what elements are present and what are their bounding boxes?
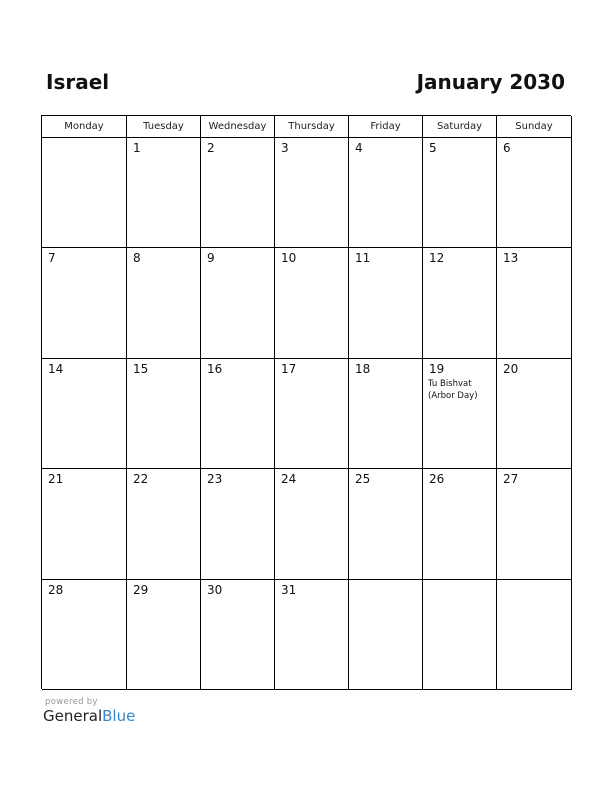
day-cell <box>349 138 423 248</box>
day-number: 7 <box>48 251 56 266</box>
day-number: 30 <box>207 582 223 597</box>
day-cell <box>349 248 423 358</box>
day-number: 11 <box>355 251 371 266</box>
weekday-header-sunday: Sunday <box>497 116 572 138</box>
day-cell <box>349 469 423 579</box>
day-cell <box>201 359 275 469</box>
generalblue-logo <box>43 707 135 725</box>
country-title: Israel <box>46 70 110 94</box>
powered-by-label: powered by <box>45 697 98 707</box>
day-number: 16 <box>207 361 223 376</box>
day-number: 17 <box>281 361 297 376</box>
day-number: 3 <box>281 141 289 155</box>
day-number: 12 <box>429 251 445 266</box>
day-number: 28 <box>48 582 64 597</box>
brand-blue-text: Blue <box>102 707 136 725</box>
month-year-title: January 2030 <box>416 70 565 94</box>
day-number: 23 <box>207 472 223 487</box>
weekday-header-friday: Friday <box>349 116 423 138</box>
day-number: 19 <box>429 361 445 376</box>
day-cell <box>423 138 497 248</box>
day-cell <box>42 138 127 248</box>
day-number: 25 <box>355 472 371 487</box>
day-cell <box>42 359 127 469</box>
day-number: 20 <box>503 361 519 376</box>
day-number: 24 <box>281 472 297 487</box>
day-number: 26 <box>429 472 445 487</box>
day-cell <box>201 580 275 690</box>
day-cell <box>127 580 201 690</box>
day-cell <box>275 138 349 248</box>
day-number: 2 <box>207 141 215 155</box>
day-cell <box>127 138 201 248</box>
weekday-header-monday: Monday <box>42 116 127 138</box>
day-number: 18 <box>355 361 371 376</box>
day-cell <box>497 469 572 579</box>
day-number: 6 <box>503 141 511 155</box>
day-number: 27 <box>503 472 519 487</box>
day-cell <box>423 359 497 469</box>
day-cell <box>201 469 275 579</box>
day-cell <box>423 580 497 690</box>
day-cell <box>42 469 127 579</box>
brand-general-text: General <box>43 707 103 725</box>
day-cell <box>349 359 423 469</box>
day-cell <box>42 580 127 690</box>
day-number: 21 <box>48 472 64 487</box>
day-cell <box>497 580 572 690</box>
day-number: 31 <box>281 582 297 597</box>
day-number: 1 <box>133 141 141 155</box>
day-number: 8 <box>133 251 141 266</box>
day-number: 15 <box>133 361 149 376</box>
day-number: 29 <box>133 582 149 597</box>
weekday-header-thursday: Thursday <box>275 116 349 138</box>
day-cell <box>42 248 127 358</box>
day-cell <box>275 359 349 469</box>
weekday-header-wednesday: Wednesday <box>201 116 275 138</box>
day-number: 14 <box>48 361 64 376</box>
day-number: 5 <box>429 141 437 155</box>
day-cell <box>127 248 201 358</box>
day-cell <box>497 359 572 469</box>
day-number: 10 <box>281 251 297 266</box>
day-cell <box>423 469 497 579</box>
day-cell <box>127 359 201 469</box>
day-number: 9 <box>207 251 215 266</box>
day-cell <box>423 248 497 358</box>
day-number: 4 <box>355 141 363 155</box>
day-cell <box>497 248 572 358</box>
day-cell <box>349 580 423 690</box>
day-cell <box>275 469 349 579</box>
footer-branding <box>43 697 135 725</box>
day-cell <box>497 138 572 248</box>
day-cell <box>201 138 275 248</box>
day-number: 22 <box>133 472 149 487</box>
holiday-event: Tu Bishvat (Arbor Day) <box>428 378 478 401</box>
weekday-header-saturday: Saturday <box>423 116 497 138</box>
weekday-header-tuesday: Tuesday <box>127 116 201 138</box>
day-number: 13 <box>503 251 519 266</box>
day-cell <box>127 469 201 579</box>
day-cell <box>275 248 349 358</box>
calendar-grid <box>41 115 571 689</box>
day-cell <box>201 248 275 358</box>
day-cell <box>275 580 349 690</box>
